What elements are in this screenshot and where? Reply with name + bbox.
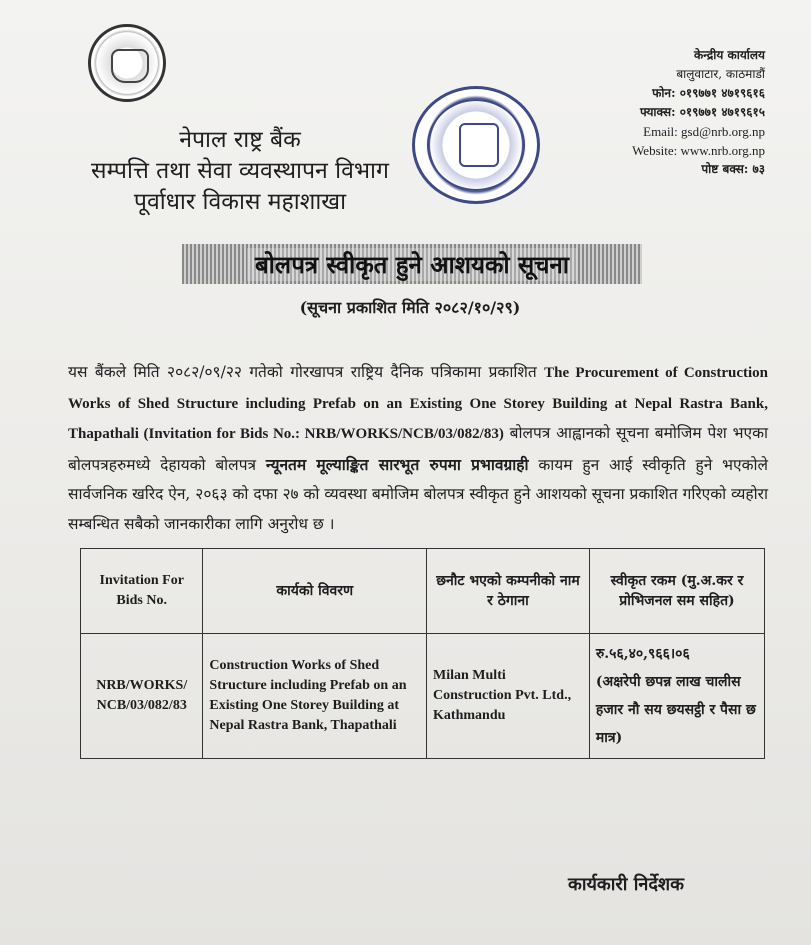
contact-block	[632, 46, 765, 179]
notice-title: बोलपत्र स्वीकृत हुने आशयको सूचना	[247, 248, 577, 281]
cell-description: Construction Works of Shed Structure including Prefab on an Existing One Storey Building at Nepal Rastra Bank, Thapathali	[203, 634, 427, 759]
body-english: The Procurement of Construction Works of Shed Structure including Prefab on an Existing One Storey Building at Nepal Rastra Bank, Thapathali (Invitation for Bids No.: NRB/WORKS/NCB/03/082/83)	[68, 365, 768, 442]
amount-figure: रु.५६,४०,९६६।०६	[595, 646, 690, 662]
office-name: केन्द्रीय कार्यालय	[693, 48, 765, 62]
header-company: छनौट भएको कम्पनीको नाम र ठेगाना	[427, 549, 590, 634]
table-header-row	[81, 549, 765, 634]
org-name: नेपाल राष्ट्र बैंक	[179, 127, 301, 153]
seal-core	[459, 123, 499, 167]
body-end: कायम हुन आई स्वीकृति हुने भएकोले सार्वजनिक खरिद ऐन, २०६३ को दफा २७ को व्यवस्था बमोजिम बोलपत्र स्वीकृत हुने आशयको सूचना प्रकाशित गरिएको व्यहोरा सम्बन्धित सबैको जानकारीका लागि अनुरोध छ ।	[68, 455, 768, 533]
website-url: Website: www.nrb.org.np	[632, 143, 765, 158]
published-date: (सूचना प्रकाशित मिति २०८२/१०/२९)	[299, 298, 521, 317]
award-table	[80, 548, 765, 759]
phone-number: फोन: ०१९७७१ ४७१९६१६	[652, 86, 765, 100]
amount-words: (अक्षरेपी छपन्न लाख चालीस हजार नौ सय छयसट्ठी र पैसा छ मात्र)	[595, 674, 756, 746]
notice-title-band	[182, 244, 642, 284]
table-row	[81, 634, 765, 759]
body-mid: बोलपत्र आह्वानको सूचना बमोजिम पेश भएका बोलपत्रहरुमध्ये देहायको बोलपत्र	[68, 424, 768, 474]
cell-company: Milan Multi Construction Pvt. Ltd., Kathmandu	[427, 634, 590, 759]
signature-title: कार्यकारी निर्देशक	[568, 874, 684, 895]
header-amount: स्वीकृत रकम (मु.अ.कर र प्रोभिजनल सम सहित)	[589, 549, 764, 634]
body-intro: यस बैंकले मिति २०८२/०९/२२ गतेको गोरखापत्र राष्ट्रिय दैनिक पत्रिकामा प्रकाशित	[68, 363, 545, 381]
fax-number: फ्याक्स: ०१९७७१ ४७१९६१५	[639, 105, 765, 119]
notice-body	[68, 358, 768, 539]
header-bid-no: Invitation For Bids No.	[81, 549, 203, 634]
header-description: कार्यको विवरण	[203, 549, 427, 634]
email-address: Email: gsd@nrb.org.np	[643, 124, 765, 139]
office-address: बालुवाटार, काठमाडौं	[676, 67, 765, 81]
nrb-emblem-icon	[88, 24, 166, 102]
cell-bid-no: NRB/WORKS/ NCB/03/082/83	[81, 634, 203, 759]
body-highlight: न्यूनतम मूल्याङ्कित सारभूत रुपमा प्रभावग्राही	[265, 454, 529, 474]
division-name: पूर्वाधार विकास महाशाखा	[133, 189, 347, 215]
cell-amount	[589, 634, 764, 759]
nrb-emblem-center	[111, 49, 149, 83]
po-box: पोष्ट बक्स: ७३	[701, 162, 765, 176]
department-name: सम्पत्ति तथा सेवा व्यवस्थापन विभाग	[91, 158, 389, 184]
